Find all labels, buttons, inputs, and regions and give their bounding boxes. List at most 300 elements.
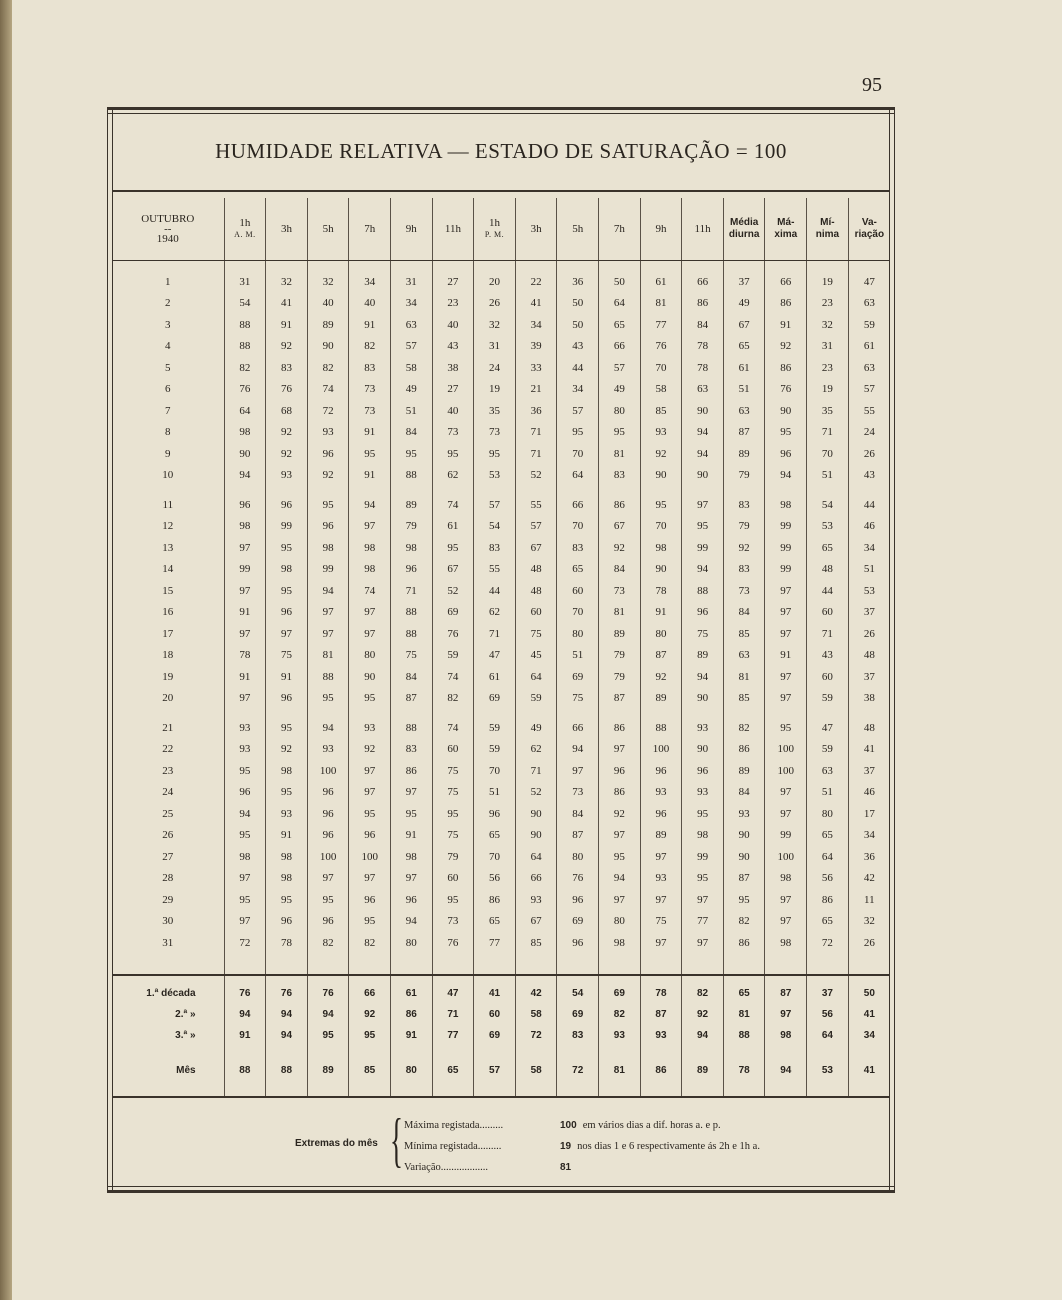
table-row <box>112 379 890 401</box>
value-cell: 26 <box>474 293 516 315</box>
column-header-label: 9h <box>655 223 667 235</box>
value-cell: 87 <box>599 688 641 710</box>
spacer-cell <box>432 261 474 272</box>
spacer-row <box>112 486 890 494</box>
value-cell: 95 <box>266 717 308 739</box>
frame-left-border <box>107 110 108 1190</box>
spacer-cell <box>391 1046 433 1060</box>
extreme-min-value: 19 nos dias 1 e 6 respectivamente ás 2h e 1h a. <box>560 1141 760 1152</box>
spacer-cell <box>349 261 391 272</box>
value-cell: 96 <box>266 688 308 710</box>
value-cell: 49 <box>723 293 765 315</box>
value-cell: 82 <box>307 357 349 379</box>
row-label: 11 <box>162 498 174 511</box>
value-cell: 62 <box>474 602 516 624</box>
decade-row <box>112 983 890 1004</box>
value-cell: 79 <box>599 645 641 667</box>
value-cell: 48 <box>515 580 557 602</box>
column-header <box>848 198 890 261</box>
value-cell: 88 <box>391 465 433 487</box>
value-cell: 38 <box>848 688 890 710</box>
spacer-cell <box>682 709 724 717</box>
value-cell: 97 <box>224 580 266 602</box>
spacer-cell <box>640 954 682 975</box>
value-cell: 94 <box>682 666 724 688</box>
value-cell: 90 <box>682 739 724 761</box>
value-cell: 20 <box>474 271 516 293</box>
value-cell: 90 <box>307 336 349 358</box>
value-cell: 75 <box>391 645 433 667</box>
value-cell: 80 <box>557 623 599 645</box>
value-cell: 54 <box>474 516 516 538</box>
value-cell: 56 <box>807 868 849 890</box>
value-cell: 54 <box>807 494 849 516</box>
value-cell: 81 <box>640 293 682 315</box>
value-cell: 97 <box>765 666 807 688</box>
value-cell: 66 <box>765 271 807 293</box>
value-cell: 43 <box>557 336 599 358</box>
value-cell: 32 <box>848 911 890 933</box>
spacer-cell <box>557 1082 599 1096</box>
value-cell: 34 <box>848 825 890 847</box>
value-cell: 56 <box>474 868 516 890</box>
spacer-cell <box>682 975 724 983</box>
value-cell: 66 <box>682 271 724 293</box>
value-cell: 96 <box>682 602 724 624</box>
value-cell: 96 <box>307 911 349 933</box>
value-cell: 54 <box>224 293 266 315</box>
value-cell: 93 <box>682 782 724 804</box>
value-cell: 66 <box>557 717 599 739</box>
value-cell: 90 <box>765 400 807 422</box>
value-cell: 97 <box>640 932 682 954</box>
value-cell: 98 <box>307 537 349 559</box>
value-cell: 95 <box>682 516 724 538</box>
spacer-cell <box>599 486 641 494</box>
value-cell: 82 <box>307 932 349 954</box>
table-row <box>112 688 890 710</box>
value-cell: 47 <box>848 271 890 293</box>
value-cell: 69 <box>557 1004 599 1025</box>
row-label: 28 <box>162 872 174 885</box>
value-cell: 89 <box>682 645 724 667</box>
value-cell: 40 <box>307 293 349 315</box>
value-cell: 70 <box>474 846 516 868</box>
value-cell: 98 <box>765 868 807 890</box>
spacer-cell <box>307 975 349 983</box>
spacer-row <box>112 709 890 717</box>
value-cell: 17 <box>848 803 890 825</box>
column-header-label: 5h <box>572 223 584 235</box>
value-cell: 71 <box>432 1004 474 1025</box>
column-header-label: 5h <box>322 223 334 235</box>
row-label: 20 <box>162 692 174 705</box>
value-cell: 87 <box>765 983 807 1004</box>
column-header-label: 7h <box>364 223 376 235</box>
value-cell: 44 <box>474 580 516 602</box>
value-cell: 98 <box>224 516 266 538</box>
value-cell: 82 <box>599 1004 641 1025</box>
spacer-cell <box>307 1046 349 1060</box>
value-cell: 94 <box>307 1004 349 1025</box>
value-cell: 78 <box>266 932 308 954</box>
value-cell: 53 <box>807 516 849 538</box>
value-cell: 90 <box>640 465 682 487</box>
spacer-cell <box>599 1046 641 1060</box>
value-cell: 60 <box>515 602 557 624</box>
value-cell: 89 <box>723 443 765 465</box>
value-cell: 44 <box>848 494 890 516</box>
value-cell: 86 <box>474 889 516 911</box>
value-cell: 94 <box>266 1025 308 1046</box>
value-cell: 75 <box>432 760 474 782</box>
value-cell: 95 <box>682 803 724 825</box>
value-cell: 85 <box>640 400 682 422</box>
value-cell: 48 <box>515 559 557 581</box>
value-cell: 95 <box>682 868 724 890</box>
value-cell: 95 <box>349 443 391 465</box>
value-cell: 100 <box>640 739 682 761</box>
value-cell: 51 <box>807 465 849 487</box>
spacer-cell <box>848 1082 890 1096</box>
spacer-cell <box>307 261 349 272</box>
column-header-label: 3h <box>280 223 292 235</box>
table-row <box>112 293 890 315</box>
value-cell: 82 <box>682 983 724 1004</box>
column-header-label: Mí- <box>820 217 835 228</box>
value-cell: 95 <box>765 717 807 739</box>
value-cell: 99 <box>307 559 349 581</box>
value-cell: 55 <box>848 400 890 422</box>
value-cell: 48 <box>848 717 890 739</box>
value-cell: 67 <box>432 559 474 581</box>
value-cell: 88 <box>391 623 433 645</box>
value-cell: 73 <box>349 379 391 401</box>
value-cell: 71 <box>807 422 849 444</box>
value-cell: 73 <box>474 422 516 444</box>
month-label: OUTUBRO <box>141 213 195 225</box>
extreme-max-label: Máxima registada......... <box>404 1120 504 1131</box>
value-cell: 97 <box>307 623 349 645</box>
spacer-cell <box>765 709 807 717</box>
value-cell: 83 <box>557 537 599 559</box>
column-header-label: Va- <box>861 217 877 228</box>
value-cell: 97 <box>557 760 599 782</box>
value-cell: 92 <box>266 739 308 761</box>
value-cell: 61 <box>640 271 682 293</box>
value-cell: 85 <box>515 932 557 954</box>
spacer-cell <box>599 1082 641 1096</box>
value-cell: 93 <box>640 422 682 444</box>
table-row <box>112 760 890 782</box>
spacer-cell <box>723 486 765 494</box>
spacer-cell <box>391 975 433 983</box>
value-cell: 70 <box>640 516 682 538</box>
value-cell: 24 <box>848 422 890 444</box>
value-cell: 67 <box>599 516 641 538</box>
value-cell: 57 <box>599 357 641 379</box>
extreme-max-value: 100 em vários dias a dif. horas a. e p. <box>560 1120 721 1131</box>
value-cell: 96 <box>307 443 349 465</box>
spacer-cell <box>765 954 807 975</box>
value-cell: 99 <box>682 846 724 868</box>
table-row <box>112 932 890 954</box>
value-cell: 51 <box>723 379 765 401</box>
value-cell: 56 <box>807 1004 849 1025</box>
value-cell: 96 <box>224 782 266 804</box>
month-row <box>112 1060 890 1082</box>
value-cell: 37 <box>723 271 765 293</box>
spacer-cell <box>515 1082 557 1096</box>
value-cell: 84 <box>391 422 433 444</box>
value-cell: 96 <box>682 760 724 782</box>
row-label: 15 <box>162 584 174 597</box>
value-cell: 84 <box>682 314 724 336</box>
value-cell: 93 <box>723 803 765 825</box>
value-cell: 51 <box>807 782 849 804</box>
spacer-cell <box>515 1046 557 1060</box>
value-cell: 73 <box>723 580 765 602</box>
value-cell: 76 <box>432 932 474 954</box>
value-cell: 70 <box>557 516 599 538</box>
value-cell: 96 <box>391 889 433 911</box>
value-cell: 74 <box>349 580 391 602</box>
value-cell: 87 <box>557 825 599 847</box>
value-cell: 88 <box>723 1025 765 1046</box>
extreme-var-value: 81 <box>560 1162 572 1173</box>
value-cell: 75 <box>682 623 724 645</box>
value-cell: 91 <box>765 314 807 336</box>
table-row <box>112 889 890 911</box>
value-cell: 59 <box>515 688 557 710</box>
spacer-cell <box>474 709 516 717</box>
value-cell: 67 <box>723 314 765 336</box>
value-cell: 97 <box>224 623 266 645</box>
spacer-cell <box>474 261 516 272</box>
value-cell: 79 <box>391 516 433 538</box>
value-cell: 97 <box>765 688 807 710</box>
spacer-cell <box>515 261 557 272</box>
column-header-label: Média <box>730 217 759 228</box>
value-cell: 77 <box>474 932 516 954</box>
column-header-label: 1h <box>239 217 251 229</box>
value-cell: 31 <box>807 336 849 358</box>
value-cell: 90 <box>682 400 724 422</box>
value-cell: 85 <box>723 688 765 710</box>
value-cell: 94 <box>391 911 433 933</box>
value-cell: 48 <box>848 645 890 667</box>
spacer-cell <box>682 1082 724 1096</box>
value-cell: 76 <box>557 868 599 890</box>
value-cell: 70 <box>474 760 516 782</box>
value-cell: 97 <box>599 739 641 761</box>
value-cell: 66 <box>599 336 641 358</box>
value-cell: 76 <box>432 623 474 645</box>
value-cell: 95 <box>349 688 391 710</box>
row-label: 5 <box>165 361 171 374</box>
header-row <box>112 198 890 261</box>
value-cell: 97 <box>349 782 391 804</box>
spacer-row <box>112 1046 890 1060</box>
value-cell: 19 <box>474 379 516 401</box>
row-label: 4 <box>165 340 171 353</box>
value-cell: 95 <box>307 494 349 516</box>
value-cell: 66 <box>515 868 557 890</box>
spacer-cell <box>266 486 308 494</box>
value-cell: 96 <box>640 803 682 825</box>
value-cell: 100 <box>349 846 391 868</box>
value-cell: 63 <box>848 357 890 379</box>
value-cell: 95 <box>224 889 266 911</box>
value-cell: 38 <box>432 357 474 379</box>
value-cell: 64 <box>557 465 599 487</box>
value-cell: 98 <box>765 494 807 516</box>
value-cell: 94 <box>224 465 266 487</box>
value-cell: 87 <box>723 868 765 890</box>
value-cell: 44 <box>557 357 599 379</box>
value-cell: 96 <box>391 559 433 581</box>
value-cell: 40 <box>432 400 474 422</box>
value-cell: 96 <box>224 494 266 516</box>
column-header <box>515 198 557 261</box>
value-cell: 77 <box>682 911 724 933</box>
value-cell: 89 <box>723 760 765 782</box>
value-cell: 91 <box>349 422 391 444</box>
value-cell: 100 <box>765 846 807 868</box>
value-cell: 36 <box>848 846 890 868</box>
table-row <box>112 314 890 336</box>
value-cell: 22 <box>515 271 557 293</box>
extreme-var-label: Variação.................. <box>404 1162 488 1173</box>
value-cell: 43 <box>848 465 890 487</box>
spacer-cell <box>224 1046 266 1060</box>
value-cell: 23 <box>432 293 474 315</box>
value-cell: 93 <box>682 717 724 739</box>
value-cell: 23 <box>807 293 849 315</box>
column-header <box>307 198 349 261</box>
value-cell: 80 <box>349 645 391 667</box>
value-cell: 45 <box>515 645 557 667</box>
value-cell: 97 <box>349 760 391 782</box>
table-row <box>112 846 890 868</box>
column-header-label: Má- <box>777 217 795 228</box>
value-cell: 86 <box>391 760 433 782</box>
value-cell: 91 <box>765 645 807 667</box>
value-cell: 69 <box>557 911 599 933</box>
value-cell: 55 <box>515 494 557 516</box>
spacer-cell <box>682 486 724 494</box>
value-cell: 86 <box>599 782 641 804</box>
value-cell: 82 <box>349 336 391 358</box>
value-cell: 86 <box>765 293 807 315</box>
value-cell: 70 <box>557 443 599 465</box>
value-cell: 95 <box>266 782 308 804</box>
column-header <box>682 198 724 261</box>
value-cell: 53 <box>474 465 516 487</box>
value-cell: 80 <box>391 1060 433 1082</box>
value-cell: 72 <box>307 400 349 422</box>
spacer-cell <box>266 709 308 717</box>
value-cell: 95 <box>599 422 641 444</box>
column-header <box>599 198 641 261</box>
value-cell: 98 <box>266 868 308 890</box>
value-cell: 83 <box>349 357 391 379</box>
value-cell: 83 <box>557 1025 599 1046</box>
value-cell: 89 <box>307 1060 349 1082</box>
spacer-cell <box>266 975 308 983</box>
spacer-cell <box>515 709 557 717</box>
brace-icon: { <box>390 1107 403 1173</box>
value-cell: 95 <box>224 825 266 847</box>
spacer-cell <box>640 975 682 983</box>
value-cell: 19 <box>807 379 849 401</box>
spacer-cell <box>224 709 266 717</box>
spacer-cell <box>807 486 849 494</box>
value-cell: 95 <box>349 803 391 825</box>
value-cell: 32 <box>266 271 308 293</box>
column-header-label: 11h <box>444 223 461 235</box>
spacer-cell <box>112 486 224 494</box>
value-cell: 65 <box>474 825 516 847</box>
value-cell: 90 <box>224 443 266 465</box>
value-cell: 52 <box>515 465 557 487</box>
spacer-cell <box>848 261 890 272</box>
value-cell: 19 <box>807 271 849 293</box>
value-cell: 65 <box>807 537 849 559</box>
row-label: 23 <box>162 764 174 777</box>
value-cell: 42 <box>848 868 890 890</box>
value-cell: 89 <box>640 688 682 710</box>
month-extremes <box>107 1107 895 1176</box>
value-cell: 100 <box>307 846 349 868</box>
value-cell: 97 <box>765 580 807 602</box>
value-cell: 100 <box>307 760 349 782</box>
value-cell: 69 <box>474 688 516 710</box>
value-cell: 98 <box>266 559 308 581</box>
spacer-cell <box>112 954 224 975</box>
value-cell: 91 <box>349 465 391 487</box>
value-cell: 94 <box>266 1004 308 1025</box>
row-label: 9 <box>165 447 171 460</box>
value-cell: 90 <box>640 559 682 581</box>
spacer-cell <box>723 1082 765 1096</box>
value-cell: 31 <box>224 271 266 293</box>
value-cell: 95 <box>224 760 266 782</box>
table-row <box>112 645 890 667</box>
value-cell: 97 <box>349 602 391 624</box>
value-cell: 71 <box>515 760 557 782</box>
value-cell: 64 <box>224 400 266 422</box>
spacer-cell <box>474 1046 516 1060</box>
spacer-cell <box>349 1046 391 1060</box>
value-cell: 91 <box>224 1025 266 1046</box>
value-cell: 93 <box>640 1025 682 1046</box>
value-cell: 91 <box>391 825 433 847</box>
spacer-cell <box>224 975 266 983</box>
value-cell: 74 <box>432 666 474 688</box>
value-cell: 91 <box>640 602 682 624</box>
value-cell: 69 <box>599 983 641 1004</box>
value-cell: 57 <box>515 516 557 538</box>
spacer-cell <box>266 1082 308 1096</box>
value-cell: 87 <box>640 1004 682 1025</box>
value-cell: 83 <box>599 465 641 487</box>
value-cell: 97 <box>349 868 391 890</box>
value-cell: 93 <box>307 739 349 761</box>
column-header <box>807 198 849 261</box>
value-cell: 79 <box>432 846 474 868</box>
value-cell: 89 <box>599 623 641 645</box>
